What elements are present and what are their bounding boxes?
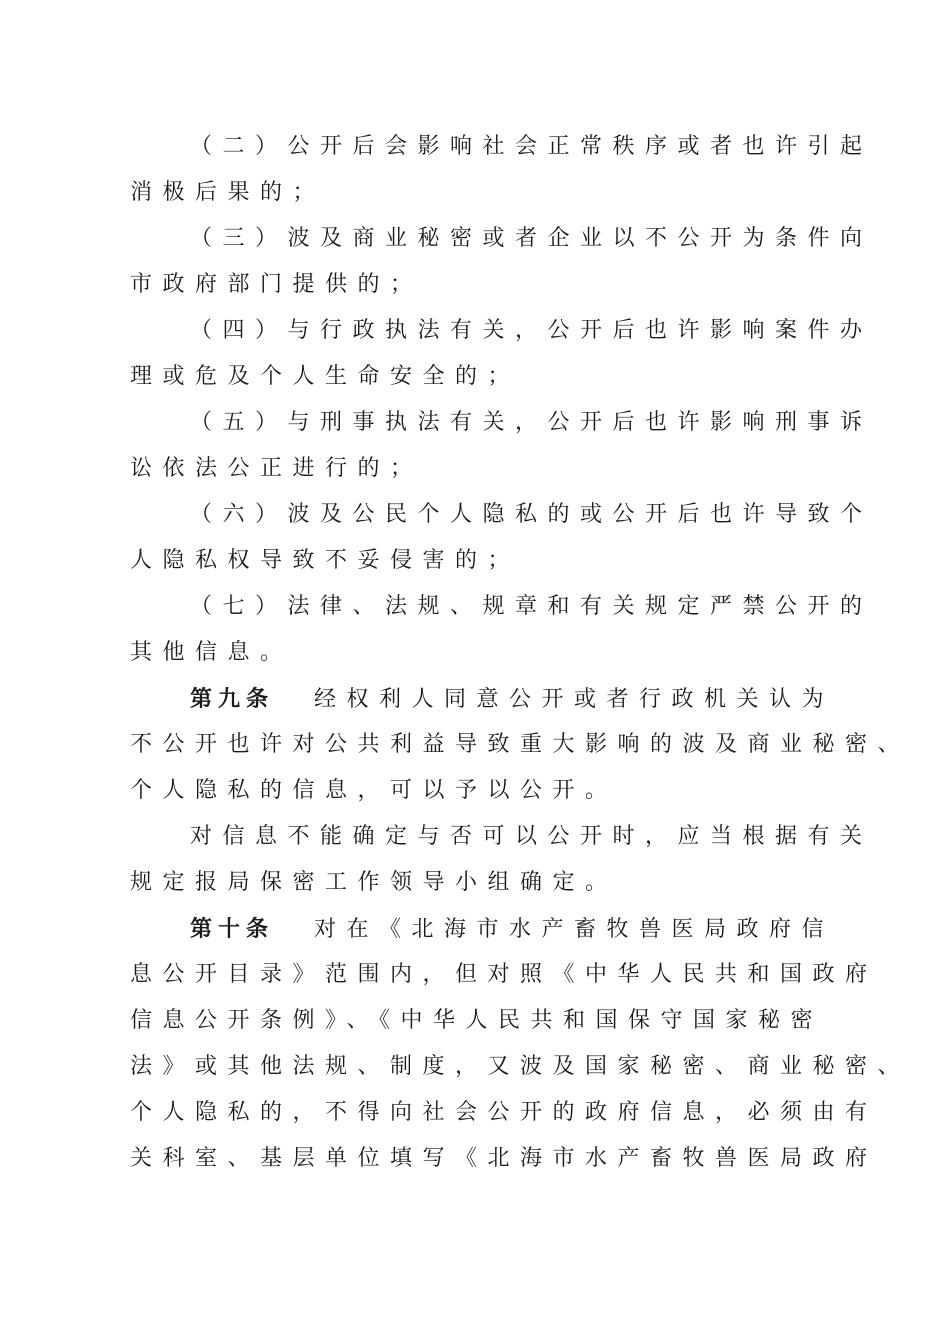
text-line: （五）与刑事执法有关，公开后也许影响刑事诉 [190, 410, 873, 435]
text-line: 规定报局保密工作领导小组确定。 [130, 870, 618, 895]
text-line: 信息公开条例》、《中华人民共和国保守国家秘密 [130, 1008, 824, 1033]
text-line: （三）波及商业秘密或者企业以不公开为条件向 [190, 226, 873, 251]
article-10-heading: 第十条 [190, 916, 275, 942]
text-line: 讼依法公正进行的； [130, 456, 423, 481]
article-10-first-line [190, 906, 835, 952]
text-line: 对信息不能确定与否可以公开时，应当根据有关 [190, 824, 873, 849]
text-line: 其他信息。 [130, 640, 293, 665]
text-line: 消极后果的； [130, 180, 326, 205]
text-line: （七）法律、法规、规章和有关规定严禁公开的 [190, 594, 873, 619]
text-line: （二）公开后会影响社会正常秩序或者也许引起 [190, 134, 873, 159]
text-line: （四）与行政执法有关，公开后也许影响案件办 [190, 318, 873, 343]
text-line: （六）波及公民个人隐私的或公开后也许导致个 [190, 502, 873, 527]
text-line: 对在《北海市水产畜牧兽医局政府信 [314, 917, 835, 942]
article-9-first-line [190, 676, 835, 722]
text-line: 个人隐私的，不得向社会公开的政府信息，必须由有 [130, 1100, 878, 1125]
text-line: 法》或其他法规、制度，又波及国家秘密、商业秘密、 [130, 1054, 911, 1079]
text-line: 息公开目录》范围内，但对照《中华人民共和国政府 [130, 962, 878, 987]
text-line: 不公开也许对公共利益导致重大影响的波及商业秘密、 [130, 732, 911, 757]
text-line: 经权利人同意公开或者行政机关认为 [314, 687, 835, 712]
text-line: 个人隐私的信息，可以予以公开。 [130, 778, 618, 803]
text-line: 市政府部门提供的； [130, 272, 423, 297]
text-line: 理或危及个人生命安全的； [130, 364, 521, 389]
text-line: 关科室、基层单位填写《北海市水产畜牧兽医局政府 [130, 1146, 878, 1171]
text-line: 人隐私权导致不妥侵害的； [130, 548, 521, 573]
article-9-heading: 第九条 [190, 686, 275, 712]
